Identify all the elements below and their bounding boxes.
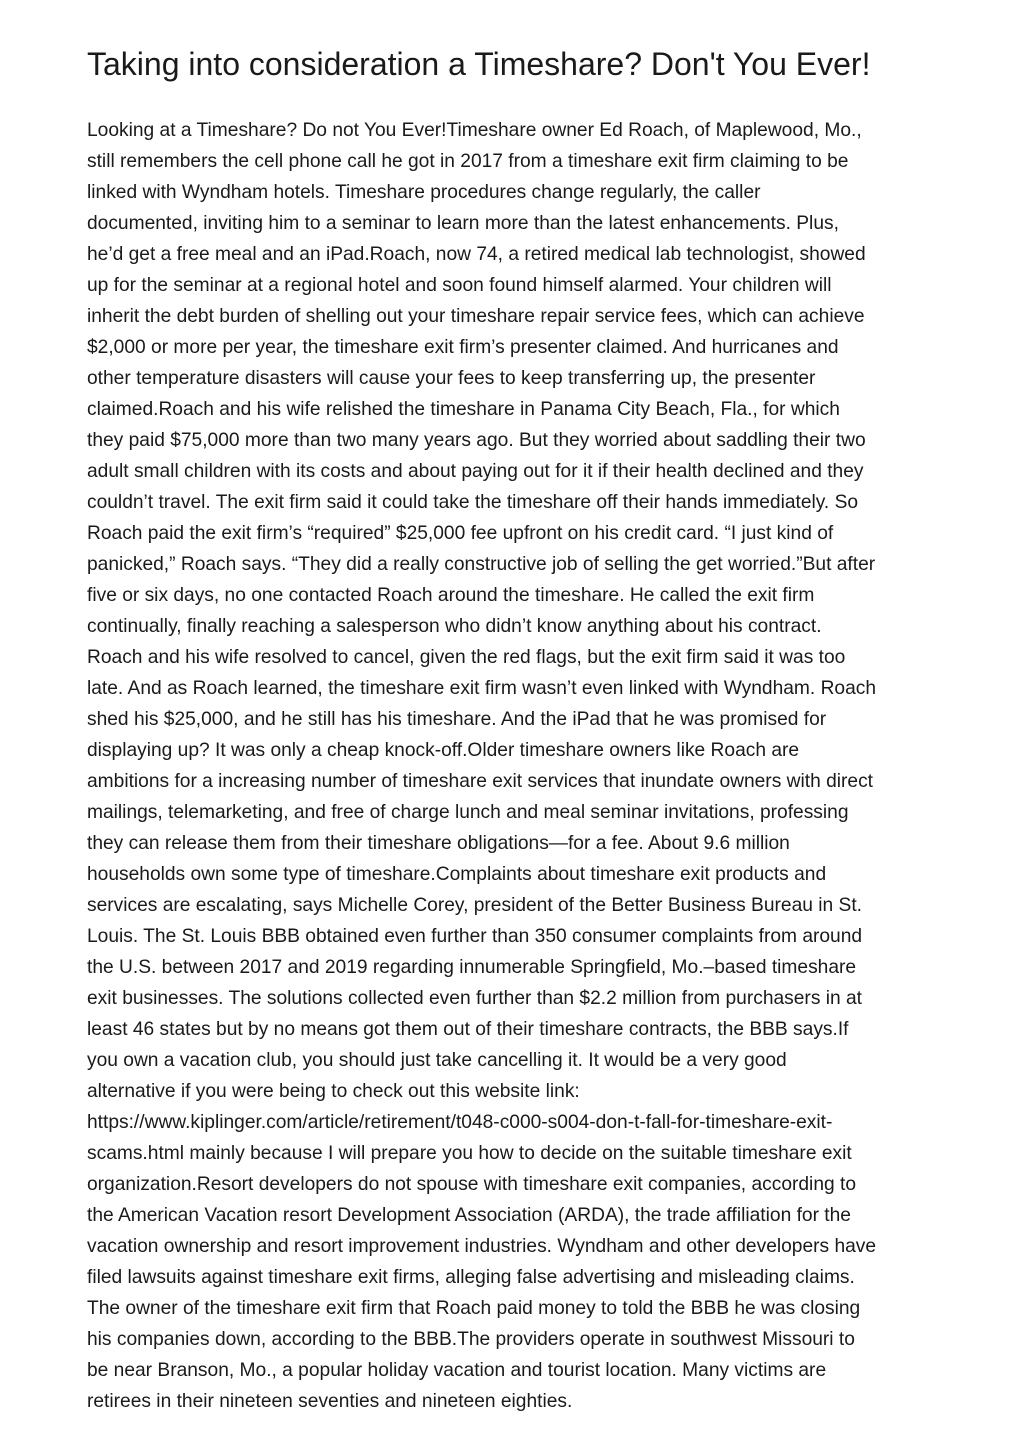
body-line: Roach and his wife resolved to cancel, given the red flags, but the exit firm said it was too	[87, 647, 846, 668]
body-line: couldn’t travel. The exit firm said it could take the timeshare off their hands immediately. So	[87, 492, 859, 513]
body-line: ambitions for a increasing number of timeshare exit services that inundate owners with direct	[87, 771, 873, 792]
body-line: the American Vacation resort Development Association (ARDA), the trade affiliation for the	[87, 1205, 851, 1226]
page-title: Taking into consideration a Timeshare? Don't You Ever!	[87, 46, 871, 82]
body-line: services are escalating, says Michelle Corey, president of the Better Business Bureau in St.	[87, 895, 862, 916]
body-line: Looking at a Timeshare? Do not You Ever!Timeshare owner Ed Roach, of Maplewood, Mo.,	[87, 120, 862, 141]
body-line: they paid $75,000 more than two many years ago. But they worried about saddling their two	[87, 430, 866, 451]
body-line: linked with Wyndham hotels. Timeshare procedures change regularly, the caller	[87, 182, 761, 203]
body-line: claimed.Roach and his wife relished the timeshare in Panama City Beach, Fla., for which	[87, 399, 840, 420]
body-line: displaying up? It was only a cheap knock-off.Older timeshare owners like Roach are	[87, 740, 800, 761]
body-line: documented, inviting him to a seminar to learn more than the latest enhancements. Plus,	[87, 213, 839, 234]
body-line: Louis. The St. Louis BBB obtained even further than 350 consumer complaints from around	[87, 926, 863, 947]
body-line: late. And as Roach learned, the timeshare exit firm wasn’t even linked with Wyndham. Roach	[87, 678, 877, 699]
body-line: scams.html mainly because I will prepare you how to decide on the suitable timeshare exit	[87, 1143, 852, 1164]
body-line: least 46 states but by no means got them out of their timeshare contracts, the BBB says.If	[87, 1019, 849, 1040]
body-line: The owner of the timeshare exit firm that Roach paid money to told the BBB he was closing	[87, 1298, 861, 1319]
body-line: inherit the debt burden of shelling out your timeshare repair service fees, which can achieve	[87, 306, 865, 327]
body-line: his companies down, according to the BBB.The providers operate in southwest Missouri to	[87, 1329, 855, 1350]
body-line: panicked,” Roach says. “They did a really constructive job of selling the get worried.”But after	[87, 554, 876, 575]
body-line: organization.Resort developers do not spouse with timeshare exit companies, according to	[87, 1174, 856, 1195]
body-line: the U.S. between 2017 and 2019 regarding innumerable Springfield, Mo.–based timeshare	[87, 957, 857, 978]
article-body	[87, 115, 876, 1417]
body-line: continually, finally reaching a salesperson who didn’t know anything about his contract.	[87, 616, 822, 637]
body-line: he’d get a free meal and an iPad.Roach, now 74, a retired medical lab technologist, showed	[87, 244, 866, 265]
body-line: other temperature disasters will cause your fees to keep transferring up, the presenter	[87, 368, 816, 389]
body-line: households own some type of timeshare.Complaints about timeshare exit products and	[87, 864, 827, 885]
body-line: they can release them from their timeshare obligations—for a fee. About 9.6 million	[87, 833, 790, 854]
body-line: alternative if you were being to check out this website link:	[87, 1081, 580, 1102]
body-line: still remembers the cell phone call he got in 2017 from a timeshare exit firm claiming to be	[87, 151, 849, 172]
body-line: adult small children with its costs and about paying out for it if their health declined and they	[87, 461, 864, 482]
body-line: you own a vacation club, you should just take cancelling it. It would be a very good	[87, 1050, 787, 1071]
body-line: exit businesses. The solutions collected even further than $2.2 million from purchasers in at	[87, 988, 863, 1009]
body-line: mailings, telemarketing, and free of charge lunch and meal seminar invitations, professing	[87, 802, 849, 823]
body-line: shed his $25,000, and he still has his timeshare. And the iPad that he was promised for	[87, 709, 827, 730]
body-line: five or six days, no one contacted Roach around the timeshare. He called the exit firm	[87, 585, 815, 606]
body-line: filed lawsuits against timeshare exit firms, alleging false advertising and misleading claims.	[87, 1267, 855, 1288]
body-line: vacation ownership and resort improvement industries. Wyndham and other developers have	[87, 1236, 877, 1257]
body-line: up for the seminar at a regional hotel and soon found himself alarmed. Your children will	[87, 275, 832, 296]
body-line: Roach paid the exit firm’s “required” $25,000 fee upfront on his credit card. “I just kind of	[87, 523, 834, 544]
body-line: retirees in their nineteen seventies and nineteen eighties.	[87, 1391, 573, 1412]
body-line: https://www.kiplinger.com/article/retirement/t048-c000-s004-don-t-fall-for-timeshare-exit-	[87, 1112, 833, 1133]
body-line: $2,000 or more per year, the timeshare exit firm’s presenter claimed. And hurricanes and	[87, 337, 839, 358]
body-line: be near Branson, Mo., a popular holiday vacation and tourist location. Many victims are	[87, 1360, 827, 1381]
